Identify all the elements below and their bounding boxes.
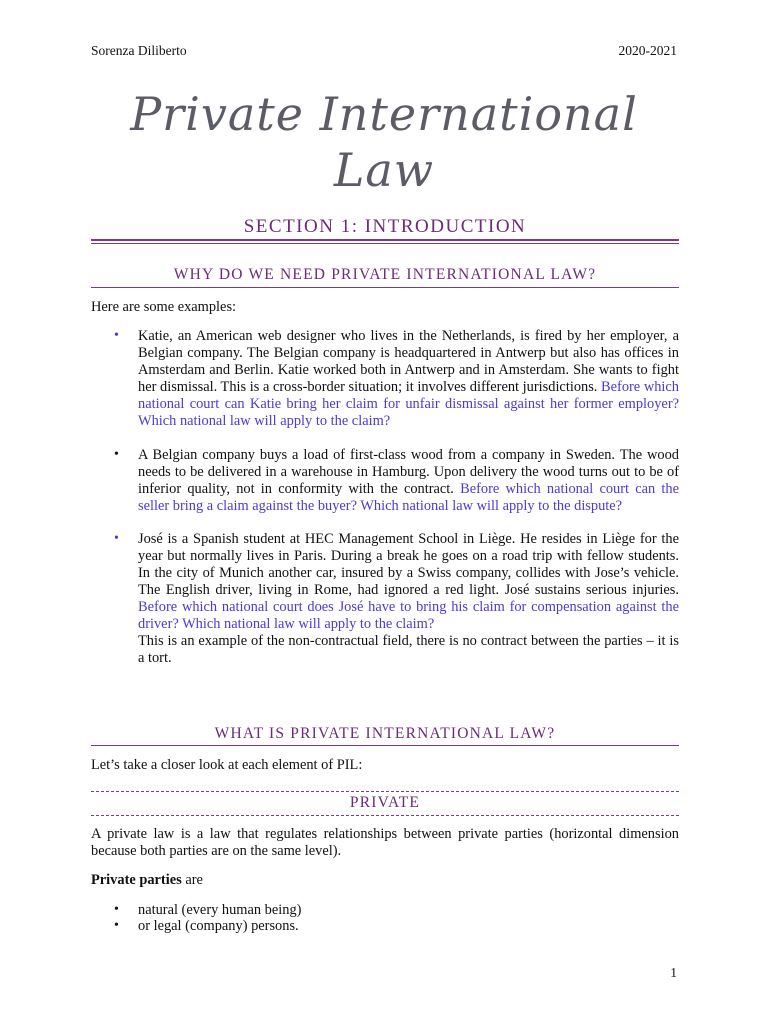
what-heading: WHAT IS PRIVATE INTERNATIONAL LAW? <box>214 725 556 742</box>
pil-intro: Let’s take a closer look at each element of PIL: <box>91 757 363 773</box>
section-rule-bottom <box>91 243 679 244</box>
bullet-icon: • <box>114 918 119 933</box>
example-note: This is an example of the non-contractual field, there is no contract between the parties – it is a tort. <box>138 633 679 666</box>
page-number: 1 <box>670 965 677 980</box>
header-author: Sorenza Diliberto <box>91 43 187 58</box>
private-parties-rest: are <box>181 872 203 888</box>
title-line-1: Private International <box>130 87 638 141</box>
party-natural: natural (every human being) <box>138 902 302 918</box>
example-text: A Belgian company buys a load of first-class wood from a company in Sweden. The wood needs to be delivered in a warehouse in Hamburg. Upon delivery the wood turns out to be of inferior quality, not in conformity with the contract. <box>138 447 679 497</box>
example-question: Before which national court does José have to bring his claim for compensation against the driver? Which national law will apply to the claim? <box>138 599 679 632</box>
private-parties-bold: Private parties <box>91 872 182 888</box>
bullet-icon: • <box>114 447 119 462</box>
example-question: Before which national court can Katie bring her claim for unfair dismissal against her former employer? Which national law will apply to the claim? <box>138 379 679 429</box>
private-rule-top <box>91 791 679 792</box>
examples-intro: Here are some examples: <box>91 299 237 315</box>
private-rule-bottom <box>91 815 679 816</box>
private-definition: A private law is a law that regulates relationships between private parties (horizontal dimension because both parties are on the same level). <box>91 826 679 859</box>
header-year: 2020-2021 <box>618 43 677 58</box>
document-title <box>60 86 708 198</box>
why-rule <box>91 287 679 288</box>
example-text: Katie, an American web designer who lives in the Netherlands, is fired by her employer, a Belgian company. The Belgian company is headquartered in Antwerp but also has offices in Amsterdam and Berlin. Katie worked both in Antwerp and in Amsterdam. She wants to fight her dismissal. This is a cross-border situation; it involves different jurisdictions. <box>138 328 679 395</box>
bullet-icon: • <box>114 328 119 343</box>
example-jose <box>138 531 679 667</box>
private-heading: PRIVATE <box>349 794 421 811</box>
bullet-icon: • <box>114 902 119 917</box>
party-legal: or legal (company) persons. <box>138 918 299 934</box>
bullet-icon: • <box>114 531 119 546</box>
example-wood <box>138 447 679 515</box>
private-parties <box>91 872 679 889</box>
title-line-2: Law <box>333 143 435 197</box>
example-katie <box>138 328 679 430</box>
example-question: Before which national court can the seller bring a claim against the buyer? Which national law will apply to the dispute? <box>138 481 679 514</box>
what-rule <box>91 745 679 746</box>
section-heading: SECTION 1: INTRODUCTION <box>243 216 527 237</box>
why-heading: WHY DO WE NEED PRIVATE INTERNATIONAL LAW? <box>173 266 597 283</box>
section-rule-top <box>91 239 679 241</box>
example-text: José is a Spanish student at HEC Management School in Liège. He resides in Liège for the year but normally lives in Paris. During a break he goes on a road trip with fellow students. In the city of Munich another car, insured by a Swiss company, collides with Jose’s vehicle. The English driver, living in Rome, had ignored a red light. José sustains serious injuries. <box>138 531 679 598</box>
